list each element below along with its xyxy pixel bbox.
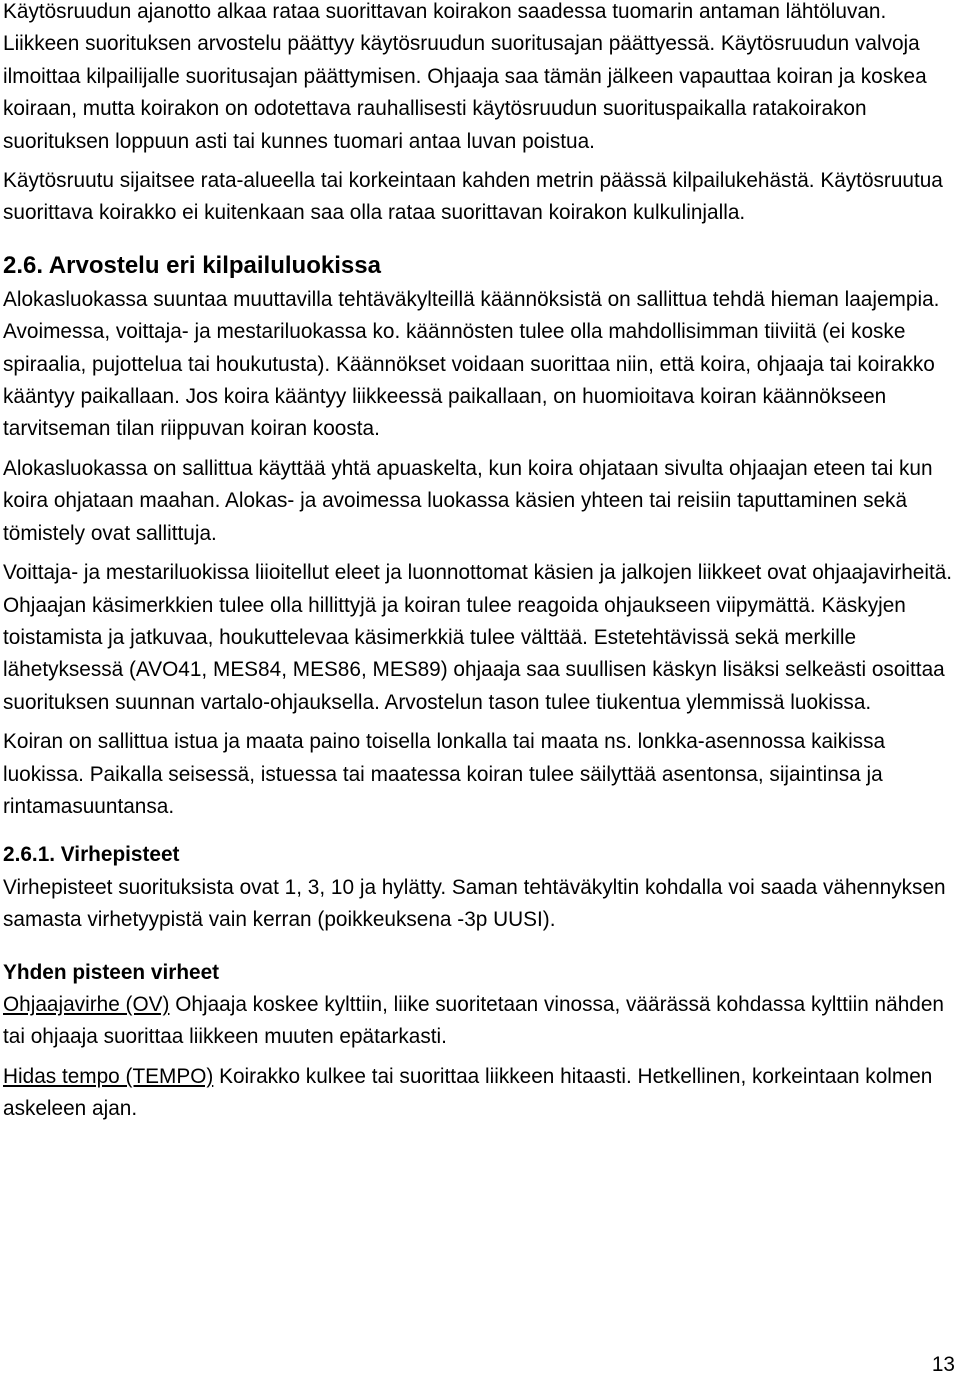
document-page [3,0,953,1126]
paragraph-lonkka-asento: Koiran on sallittua istua ja maata paino toisella lonkalla tai maata ns. lonkka-asennossa kaikissa luokissa. Paikalla seisessä, istuessa tai maatessa koiran tulee säilyttää asentonsa, sijaintinsa ja rintamasuuntansa. [3,730,886,818]
page-number: 13 [931,1353,955,1376]
paragraph-ohjaajavirhe [3,989,953,1054]
term-hidas-tempo: Hidas tempo (TEMPO) [3,1064,214,1088]
paragraph-kaannokset: Alokasluokassa suuntaa muuttavilla tehtäväkylteillä käännöksistä on sallittua tehdä hieman laajempia. Avoimessa, voittaja- ja mestariluokassa ko. käännösten tulee olla mahdollisimman tiiviitä (ei koske spiraalia, pujottelua tai houkutusta). Käännökset voidaan suorittaa niin, että koira, ohjaaja tai koirakko kääntyy paikallaan. Jos koira kääntyy liikkeessä paikallaan, on huomioitava koiran käännökseen tarvitseman tilan riippuvan koiran koosta. [3,287,940,441]
paragraph-hidas-tempo [3,1061,953,1126]
definition-hidas-tempo: Koirakko kulkee tai suorittaa liikkeen hitaasti. Hetkellinen, korkeintaan kolmen askeleen ajan. [3,1064,933,1121]
paragraph-virhepisteet: Virhepisteet suorituksista ovat 1, 3, 10 ja hylätty. Saman tehtäväkyltin kohdalla voi saada vähennyksen samasta virhetyypistä vain kerran (poikkeuksena -3p UUSI). [3,875,946,932]
term-ohjaajavirhe: Ohjaajavirhe (OV) [3,992,170,1016]
heading-arvostelu-luokissa: 2.6. Arvostelu eri kilpailuluokissa [3,251,381,279]
paragraph-apuaskel: Alokasluokassa on sallittua käyttää yhtä apuaskelta, kun koira ohjataan sivulta ohjaajan eteen tai kun koira ohjataan maahan. Alokas- ja avoimessa luokassa käsien yhteen tai reisiin taputtaminen sekä tömistely ovat sallittuja. [3,456,933,545]
heading-virhepisteet: 2.6.1. Virhepisteet [3,843,180,867]
paragraph-kaytosruutu-sijainti: Käytösruutu sijaitsee rata-alueella tai korkeintaan kahden metrin päässä kilpailukehästä. Käytösruutua suorittava koirakko ei kuitenkaan saa olla rataa suorittavan koirakon kulkulinjalla. [3,169,943,225]
paragraph-ohjaajavirheet: Voittaja- ja mestariluokissa liioitellut eleet ja luonnottomat käsien ja jalkojen liikkeet ovat ohjaajavirheitä. Ohjaajan käsimerkkien tulee olla hillittyjä ja koiran tulee reagoida ohjaukseen viipymättä. Käskyjen toistamista ja jatkuvaa, houkuttelevaa käsimerkkiä tulee välttää. Estetehtävissä sekä merkille lähetyksessä (AVO41, MES84, MES86, MES89) ohjaaja saa suullisen käskyn lisäksi selkeästi osoittaa suorituksen suunnan vartalo-ohjauksella. Arvostelun tason tulee tiukentua ylemmissä luokissa. [3,561,953,714]
heading-yhden-pisteen-virheet: Yhden pisteen virheet [3,960,220,984]
definition-ohjaajavirhe: Ohjaaja koskee kylttiin, liike suoritetaan vinossa, väärässä kohdassa kylttiin nähden tai ohjaaja suorittaa liikkeen muuten epätarkasti. [3,992,944,1049]
paragraph-ajanotto: Käytösruudun ajanotto alkaa rataa suorittavan koirakon saadessa tuomarin antaman lähtöluvan. Liikkeen suorituksen arvostelu päättyy käytösruudun suoritusajan päättyessä. Käytösruudun valvoja ilmoittaa kilpailijalle suoritusajan päättymisen. Ohjaaja saa tämän jälkeen vapauttaa koiran ja koskea koiraan, mutta koirakon on odotettava rauhallisesti käytösruudun suorituspaikalla ratakoirakon suorituksen loppuun asti tai kunnes tuomari antaa luvan poistua. [3,0,927,153]
